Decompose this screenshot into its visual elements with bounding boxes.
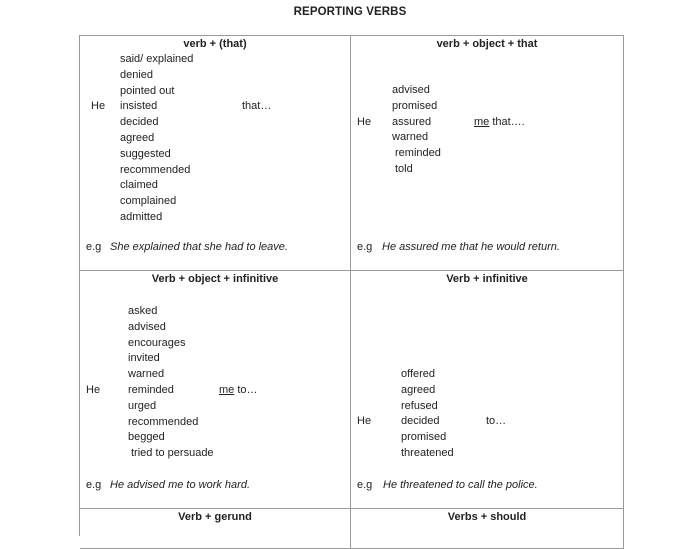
verb-item: agreed [120,131,155,144]
example-label: e.g [86,241,102,253]
verb-item: offered [401,368,436,380]
verb-item: complained [120,195,177,208]
document-title: REPORTING VERBS [293,6,407,18]
verb-item: warned [392,131,429,144]
cell-heading: Verb + gerund [178,511,252,523]
cell-heading: verb + object + that [436,38,538,50]
verb-item: recommended [120,163,191,176]
connector-text: me that…. [474,116,525,128]
subject-he: He [91,100,106,112]
verb-item: admitted [120,210,163,223]
reporting-verbs-table [79,35,624,536]
example-label: e.g [86,479,102,491]
cell-heading: verb + (that) [183,38,247,50]
verb-item: advised [128,320,166,333]
verb-item: reminded [395,147,441,160]
verb-item: tried to persuade [131,447,214,460]
verb-item: begged [128,431,165,444]
cell-heading: Verb + object + infinitive [151,273,279,285]
verb-list [128,304,214,462]
cell-verb-object-infinitive [80,271,351,509]
cell-verb-gerund [80,509,351,549]
example-sentence: She explained that she had to leave. [110,241,288,253]
verb-item: decided [401,415,440,428]
verb-item: reminded [128,383,174,396]
verb-item: refused [401,399,438,412]
verb-item: agreed [401,383,436,396]
verb-item: decided [120,116,159,129]
cell-verb-infinitive [351,271,624,509]
subject-he: He [357,116,372,128]
cell-verb-object-that [351,36,624,271]
verb-list [401,367,454,462]
example-sentence: He threatened to call the police. [383,479,538,491]
verb-item: urged [128,399,157,412]
verb-item: promised [392,99,438,112]
cell-verbs-should [351,509,624,549]
verb-list [120,52,193,226]
subject-he: He [357,415,372,427]
verb-item: asked [128,305,158,317]
verb-item: claimed [120,179,158,192]
verb-item: advised [392,84,430,96]
verb-item: assured [392,115,432,128]
connector-text: that… [242,100,272,112]
example-label: e.g [357,241,373,253]
verb-item: said/ explained [120,53,194,65]
example-sentence: He assured me that he would return. [382,241,560,253]
verb-item: encourages [128,336,186,349]
subject-he: He [86,384,101,396]
verb-item: recommended [128,415,199,428]
cell-heading: Verb + infinitive [446,273,528,285]
verb-list [392,83,441,178]
verb-item: warned [128,368,165,381]
verb-item: threatened [401,446,454,459]
connector-text: me to… [219,384,258,396]
example-label: e.g [357,479,373,491]
verb-item: pointed out [120,84,175,97]
cell-heading: Verbs + should [447,511,527,523]
example-sentence: He advised me to work hard. [110,479,251,491]
verb-item: told [395,162,413,175]
cell-verb-that [80,36,351,271]
verb-item: invited [128,352,160,365]
verb-item: promised [401,431,447,444]
verb-item: insisted [120,100,158,113]
verb-item: suggested [120,147,171,160]
connector-text: to… [486,415,507,427]
verb-item: denied [120,68,154,81]
